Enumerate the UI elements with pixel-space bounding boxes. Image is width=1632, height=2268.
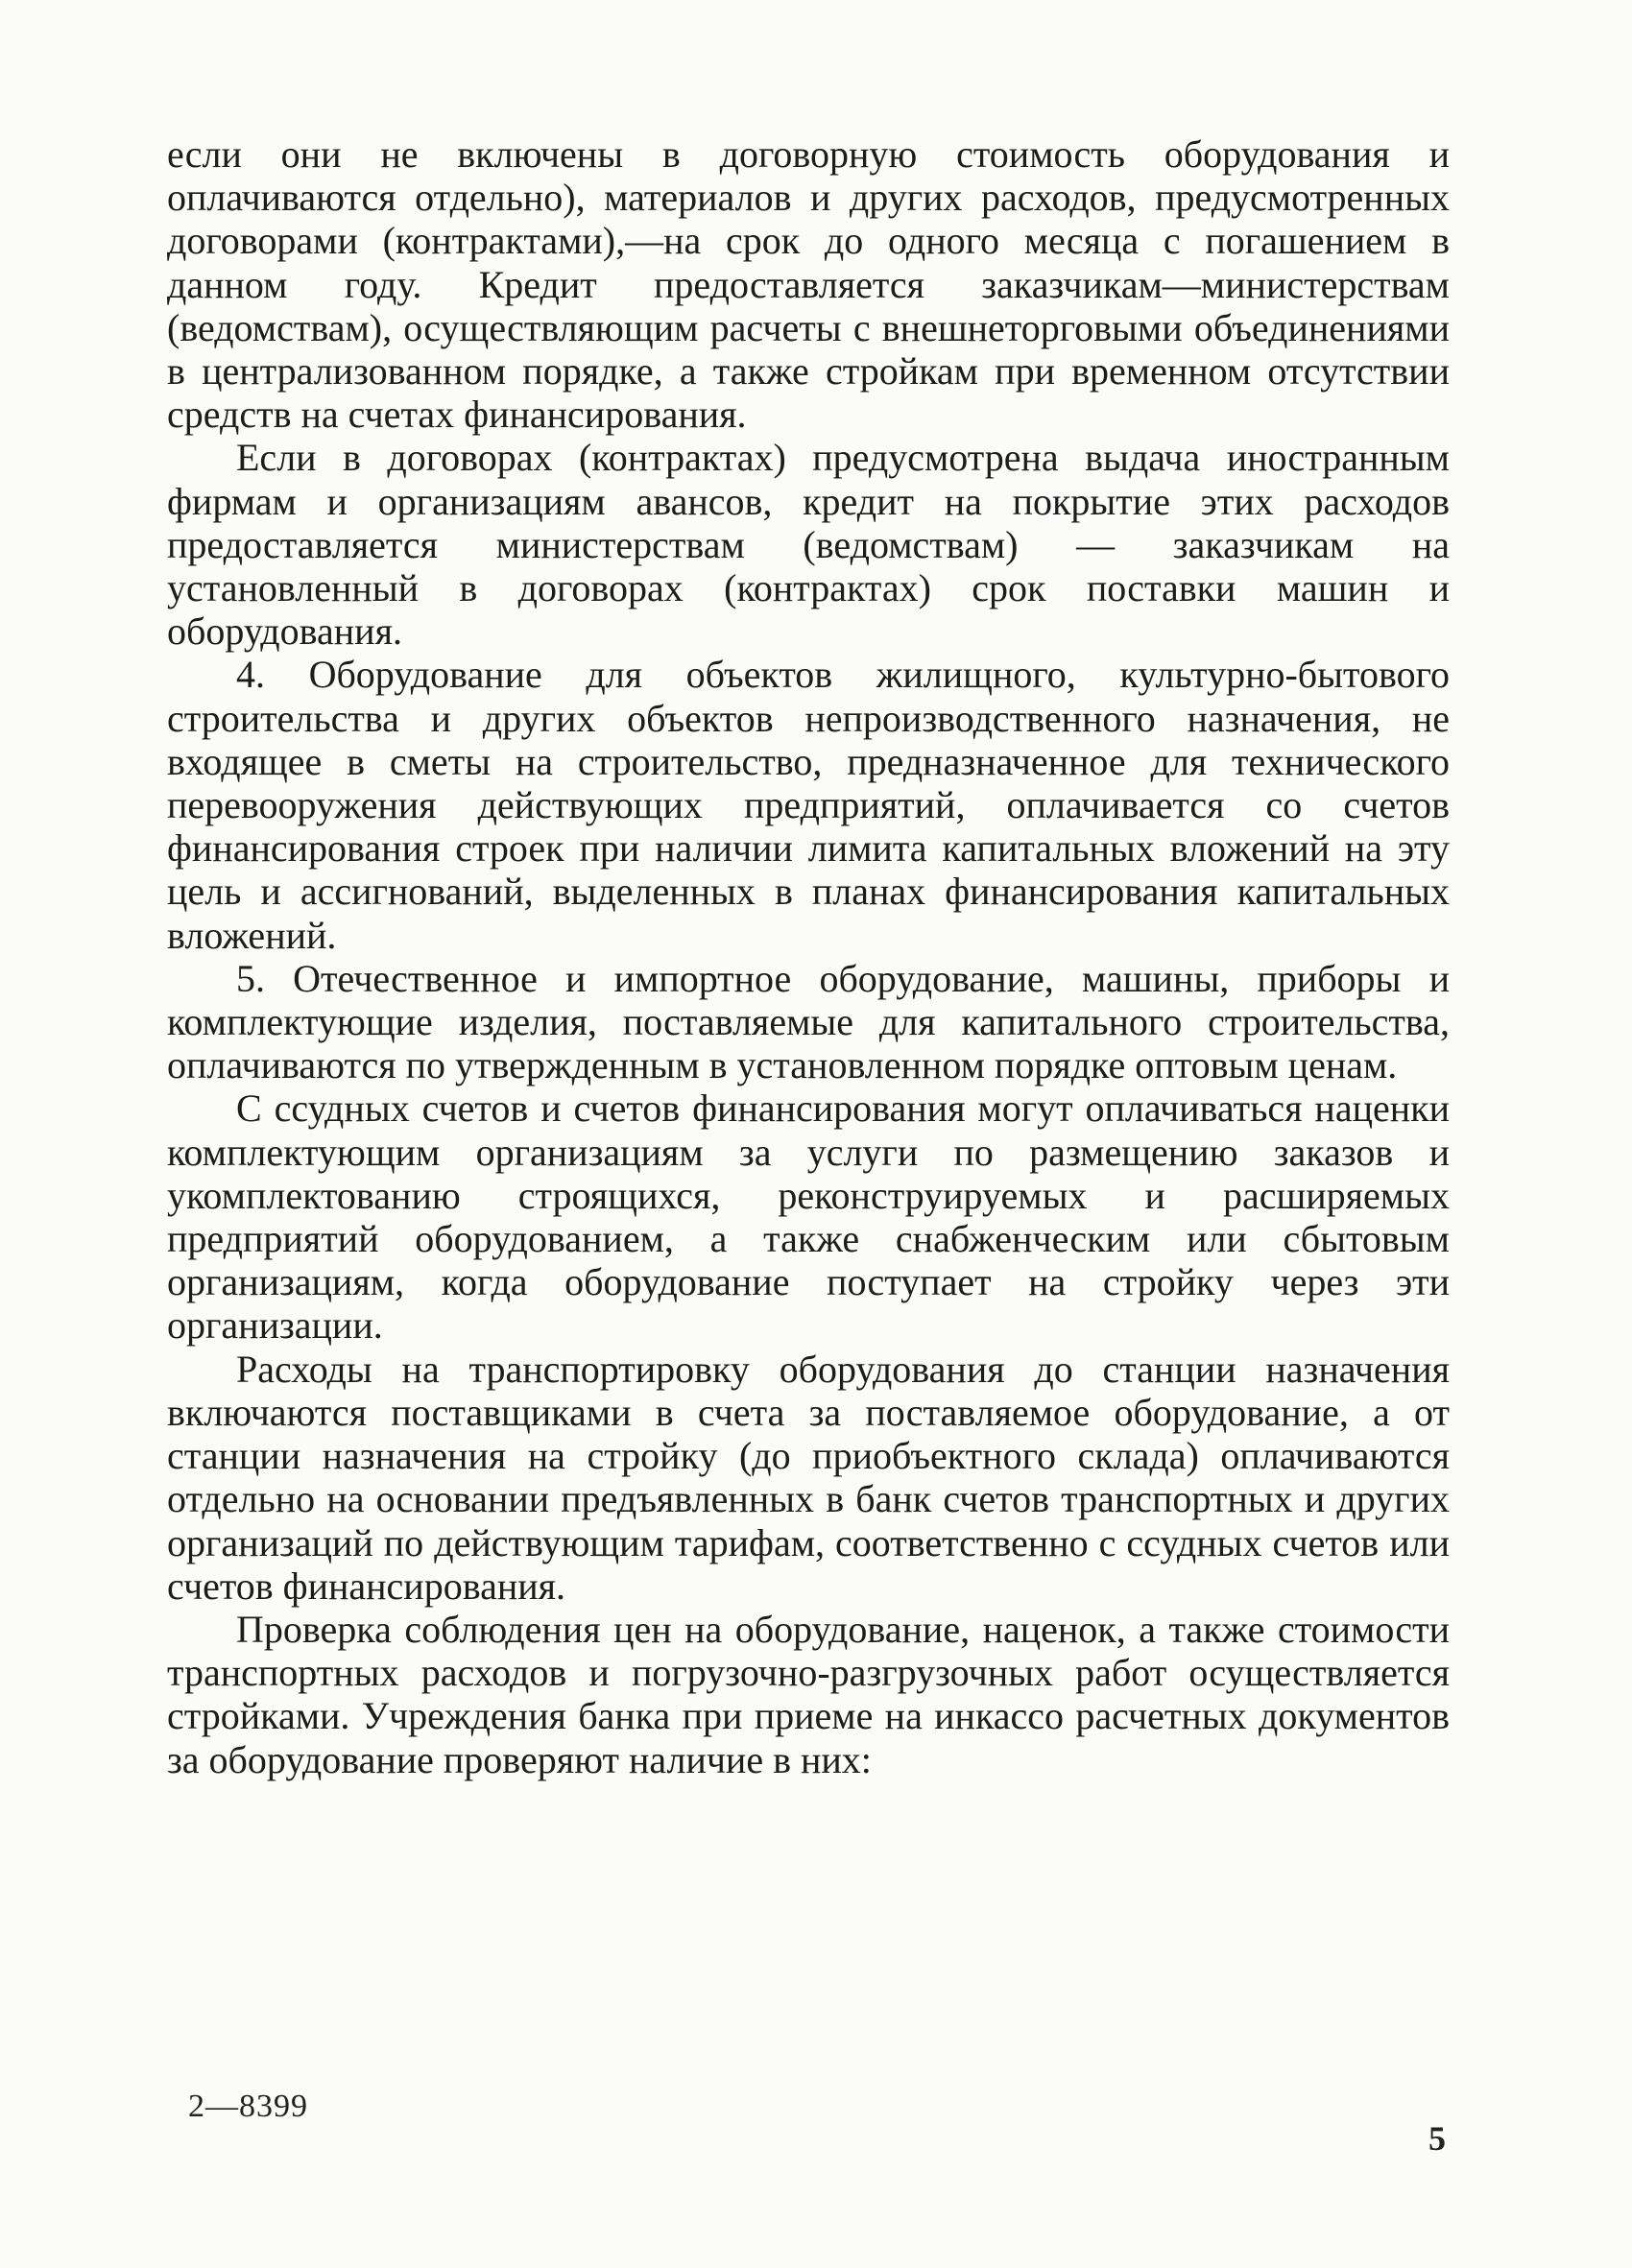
print-code: 2—8399: [188, 2089, 308, 2124]
paragraph-price-check: Проверка соблюдения цен на оборудование, наценок, а также стоимости транспортных расходов и погрузочно-разгрузочных работ осуществляется стройками. Учреждения банка при приеме на инкассо расчетных документов за оборудование проверяют наличие в них:: [167, 1607, 1450, 1781]
paragraph-foreign-advances: Если в договорах (контрактах) предусмотрена выдача иностранным фирмам и организациям авансов, кредит на покрытие этих расходов предоставляется министерствам (ведомствам) — заказчикам на установленный в договорах (контрактах) срок поставки машин и оборудования.: [167, 436, 1450, 654]
paragraph-credit-terms: если они не включены в договорную стоимость оборудования и оплачиваются отдельно), материалов и других расходов, предусмотренных договорами (контрактами),—на срок до одного месяца с погашением в данном году. Кредит предоставляется заказчикам—министерствам (ведомствам), осуществляющим расчеты с внешнеторговыми объединениями в централизованном порядке, а также стройкам при временном отсутствии средств на счетах финансирования.: [167, 132, 1450, 437]
page-number: 5: [1428, 2119, 1446, 2158]
paragraph-markups: С ссудных счетов и счетов финансирования могут оплачиваться наценки комплектующим организациям за услуги по размещению заказов и укомплектованию строящихся, реконструируемых и расширяемых предприятий оборудованием, а также снабженческим или сбытовым организациям, когда оборудование поступает на стройку через эти организации.: [167, 1086, 1450, 1348]
paragraph-item-5: 5. Отечественное и импортное оборудование, машины, приборы и комплектующие изделия, поставляемые для капитального строительства, оплачиваются по утвержденным в установленном порядке оптовым ценам.: [167, 956, 1450, 1087]
paragraph-item-4: 4. Оборудование для объектов жилищного, культурно-бытового строительства и других объектов непроизводственного назначения, не входящее в сметы на строительство, предназначенное для технического перевооружения действующих предприятий, оплачивается со счетов финансирования строек при наличии лимита капитальных вложений на эту цель и ассигнований, выделенных в планах финансирования капитальных вложений.: [167, 653, 1450, 957]
paragraph-transport-costs: Расходы на транспортировку оборудования до станции назначения включаются поставщиками в счета за поставляемое оборудование, а от станции назначения на стройку (до приобъектного склада) оплачиваются отдельно на основании предъявленных в банк счетов транспортных и других организаций по действующим тарифам, соответственно с ссудных счетов или счетов финансирования.: [167, 1347, 1450, 1608]
body-text: [167, 132, 1450, 1781]
